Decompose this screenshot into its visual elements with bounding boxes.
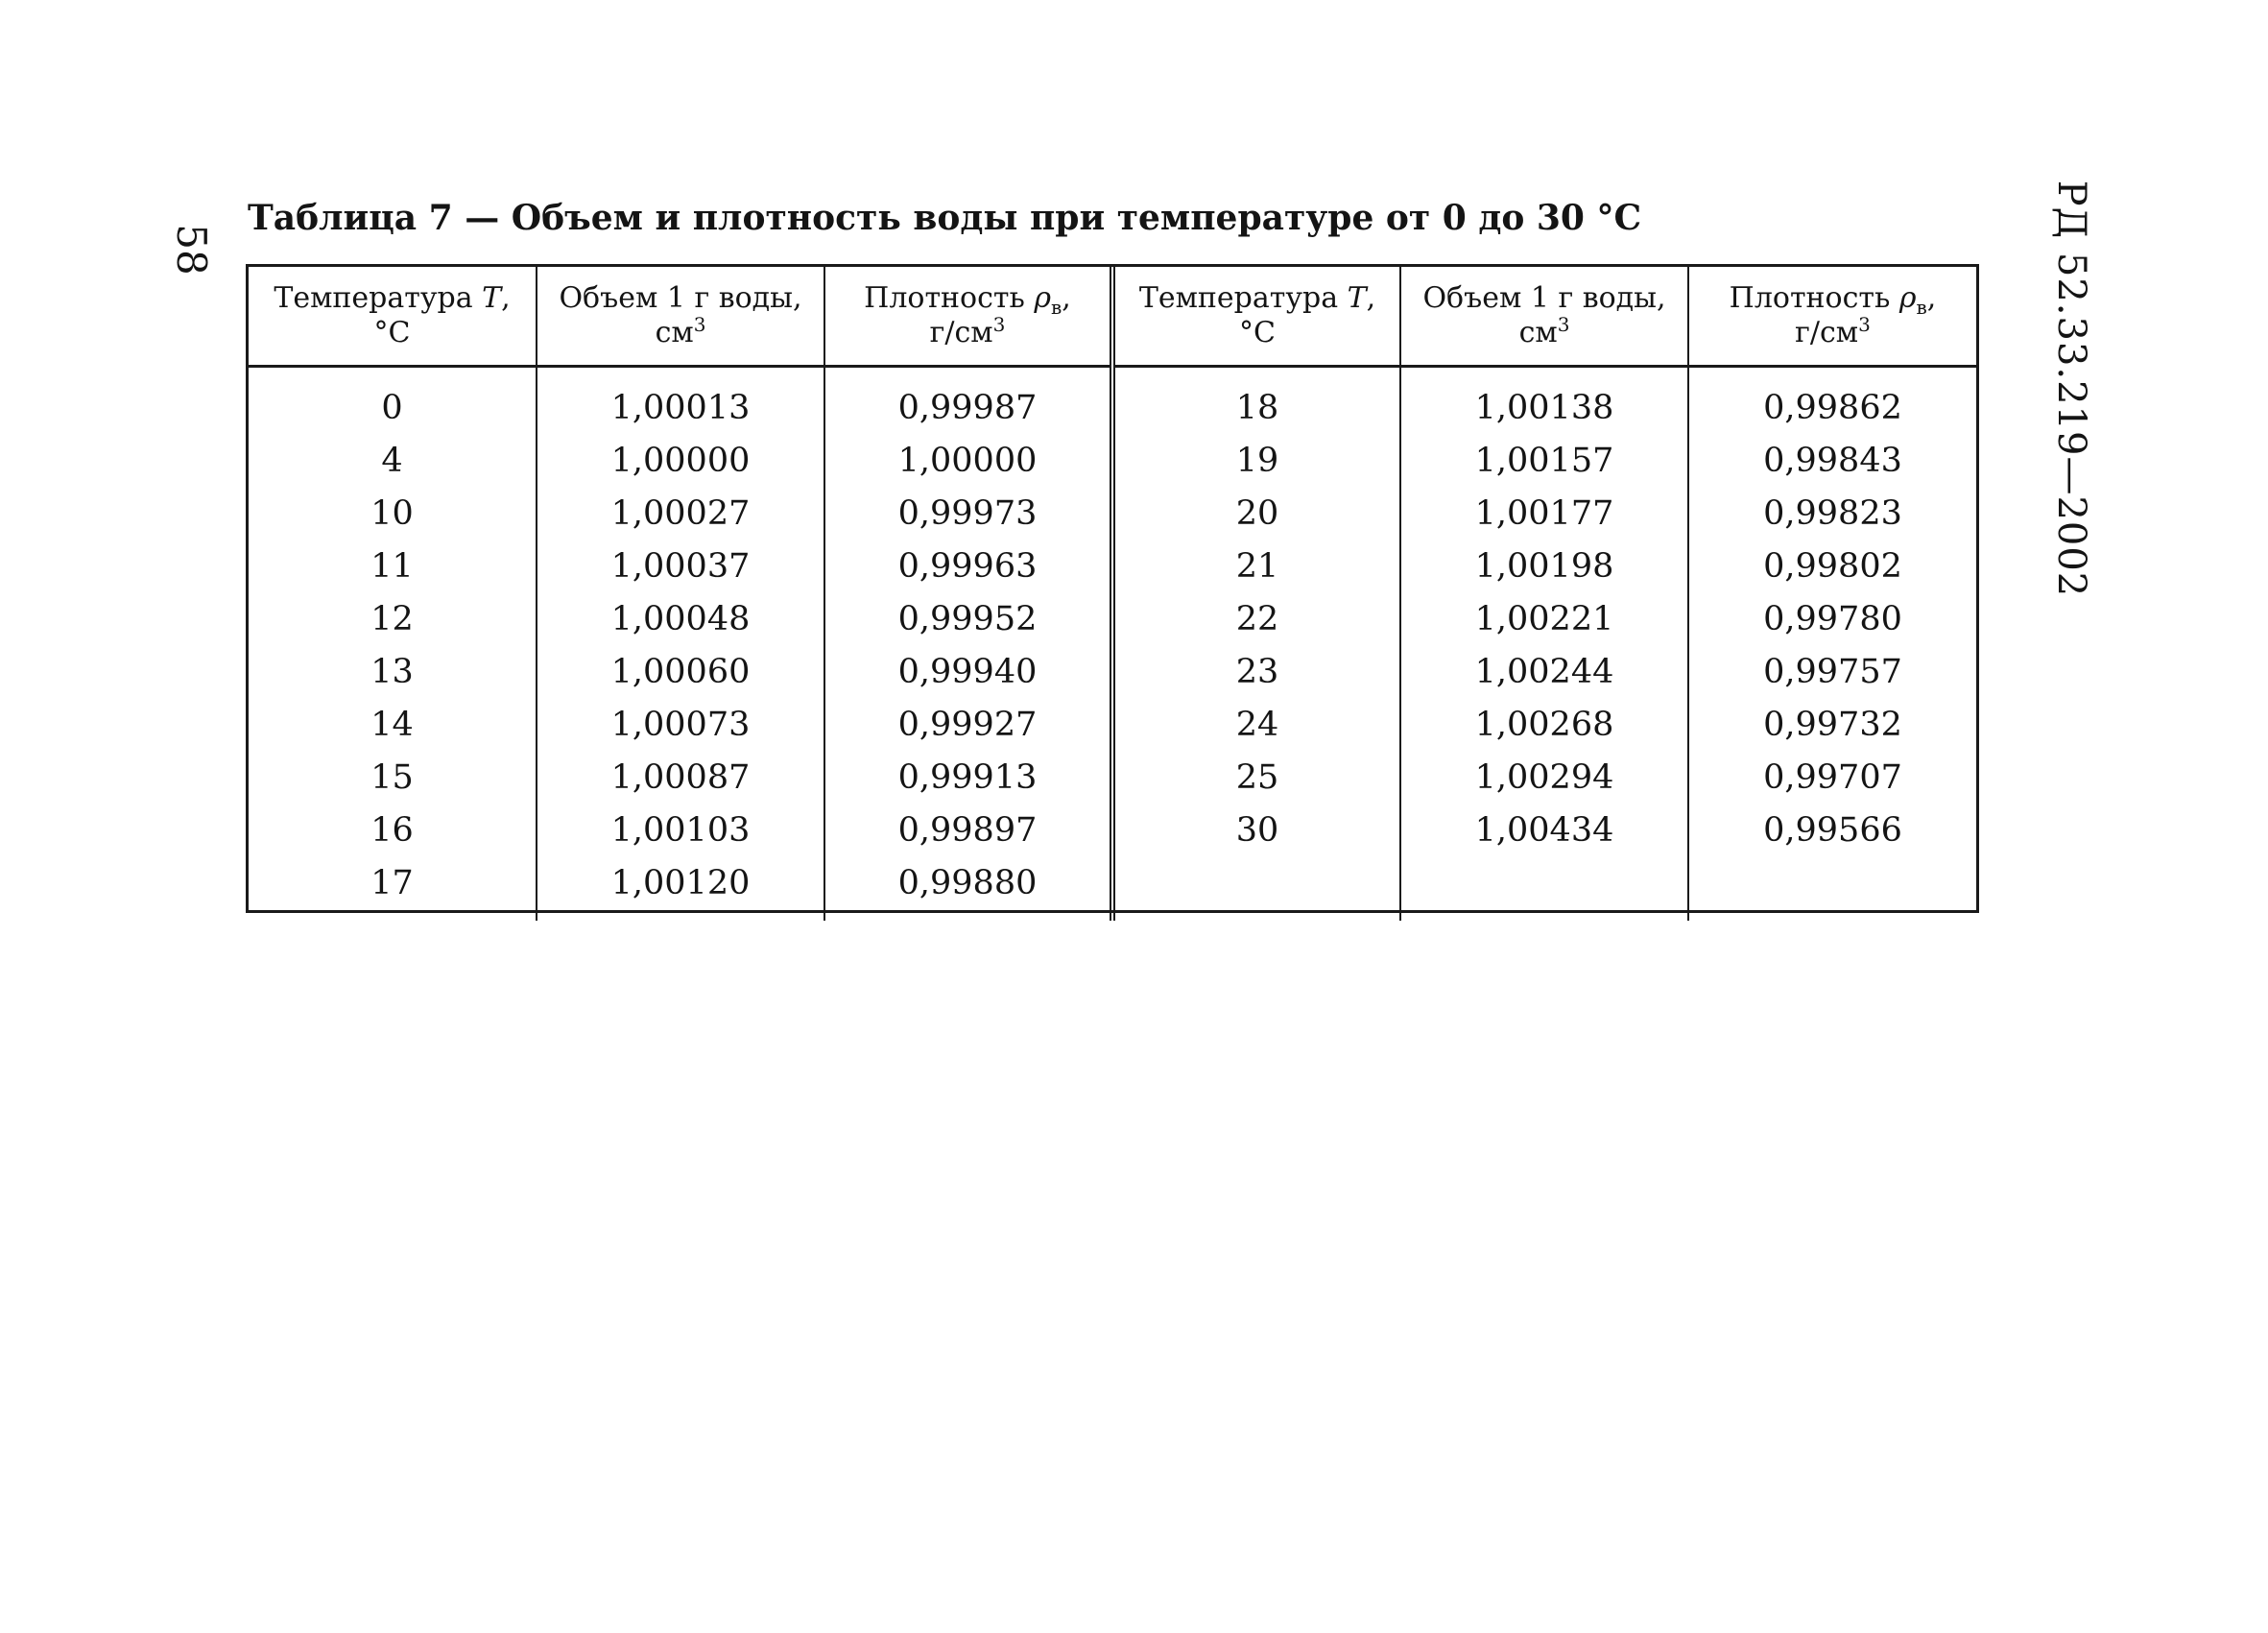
cell-temperature: 23 (1112, 645, 1400, 698)
page-number: 58 (168, 224, 216, 276)
cell-density: 0,99973 (824, 487, 1112, 540)
header-volume-label: Объем 1 г воды, (1422, 281, 1666, 315)
header-temp-comma: , (1366, 281, 1376, 315)
header-temp-unit: °С (1239, 316, 1276, 349)
cell-temperature: 24 (1112, 698, 1400, 751)
cell-volume: 1,00073 (537, 698, 824, 751)
cell-volume: 1,00244 (1400, 645, 1688, 698)
cell-volume (1400, 856, 1688, 921)
header-volume-left (537, 267, 824, 367)
data-table (249, 267, 1976, 921)
table-row (249, 487, 1976, 540)
cell-density: 0,99987 (824, 367, 1112, 435)
cell-density: 0,99566 (1763, 810, 1902, 850)
table-header (249, 267, 1976, 367)
cell-volume: 1,00221 (1400, 592, 1688, 645)
cell-volume: 1,00268 (1400, 698, 1688, 751)
cell-temperature: 17 (249, 856, 537, 921)
cell-temperature: 13 (249, 645, 537, 698)
cell-temperature: 14 (249, 698, 537, 751)
table-body (249, 367, 1976, 922)
header-volume-unit-sup: 3 (693, 313, 706, 336)
cell-density: 0,99843 (1763, 441, 1902, 480)
cell-temperature: 4 (249, 434, 537, 487)
header-density-right (1688, 267, 1976, 367)
cell-volume: 1,00138 (1400, 367, 1688, 435)
cell-density: 0,99707 (1763, 757, 1902, 797)
document-code: РД 52.33.219—2002 (2049, 180, 2093, 598)
cell-volume: 1,00294 (1400, 751, 1688, 804)
cell-temperature: 12 (249, 592, 537, 645)
header-temperature-left (249, 267, 537, 367)
cell-temperature: 18 (1112, 367, 1400, 435)
table-row (249, 645, 1976, 698)
header-density-unit-sup: 3 (1858, 313, 1871, 336)
cell-temperature (1112, 856, 1400, 921)
header-density-symbol-sub: в (1916, 296, 1927, 319)
cell-density: 0,99963 (824, 540, 1112, 592)
header-temp-comma: , (501, 281, 511, 315)
cell-density: 0,99862 (1763, 388, 1902, 427)
water-density-table (246, 264, 1979, 913)
cell-volume: 1,00087 (537, 751, 824, 804)
cell-density: 0,99940 (824, 645, 1112, 698)
header-density-label: Плотность (864, 281, 1035, 315)
cell-temperature: 20 (1112, 487, 1400, 540)
cell-volume: 1,00177 (1400, 487, 1688, 540)
cell-volume: 1,00048 (537, 592, 824, 645)
header-density-symbol: ρ (1034, 281, 1052, 315)
cell-density: 0,99913 (824, 751, 1112, 804)
table-row (249, 856, 1976, 921)
cell-volume: 1,00198 (1400, 540, 1688, 592)
cell-volume: 1,00434 (1400, 804, 1688, 856)
cell-volume: 1,00060 (537, 645, 824, 698)
cell-density: 1,00000 (824, 434, 1112, 487)
cell-temperature: 30 (1112, 804, 1400, 856)
cell-density: 0,99952 (824, 592, 1112, 645)
header-density-symbol-sub: в (1051, 296, 1062, 319)
header-temp-label: Температура (274, 281, 483, 315)
header-temp-symbol: T (482, 281, 502, 315)
header-volume-unit-sup: 3 (1557, 313, 1570, 336)
header-volume-label: Объем 1 г воды, (559, 281, 802, 315)
cell-temperature: 21 (1112, 540, 1400, 592)
table-row (249, 434, 1976, 487)
header-volume-right (1400, 267, 1688, 367)
table-row (249, 804, 1976, 856)
header-row (249, 267, 1976, 367)
cell-volume: 1,00103 (537, 804, 824, 856)
header-temp-label: Температура (1138, 281, 1348, 315)
cell-temperature: 15 (249, 751, 537, 804)
cell-temperature: 19 (1112, 434, 1400, 487)
cell-temperature: 0 (249, 367, 537, 435)
cell-volume: 1,00013 (537, 367, 824, 435)
cell-density: 0,99823 (1763, 493, 1902, 533)
cell-volume: 1,00000 (537, 434, 824, 487)
table-caption: Таблица 7 — Объем и плотность воды при температуре от 0 до 30 °С (248, 198, 1642, 238)
cell-density: 0,99780 (1763, 599, 1902, 638)
cell-temperature: 10 (249, 487, 537, 540)
table-row (249, 592, 1976, 645)
cell-volume: 1,00027 (537, 487, 824, 540)
header-temp-symbol: T (1347, 281, 1367, 315)
cell-density: 0,99802 (1763, 546, 1902, 586)
header-volume-unit: см (655, 316, 694, 349)
cell-temperature: 16 (249, 804, 537, 856)
table-row (249, 698, 1976, 751)
table-row (249, 751, 1976, 804)
header-density-unit: г/см (1795, 316, 1859, 349)
cell-volume: 1,00120 (537, 856, 824, 921)
cell-density: 0,99927 (824, 698, 1112, 751)
header-temperature-right (1112, 267, 1400, 367)
cell-density: 0,99897 (824, 804, 1112, 856)
table-row (249, 540, 1976, 592)
header-density-left (824, 267, 1112, 367)
cell-density (1688, 856, 1976, 921)
header-density-unit: г/см (929, 316, 993, 349)
header-density-comma: , (1926, 281, 1937, 315)
header-density-symbol: ρ (1898, 281, 1917, 315)
header-volume-unit: см (1518, 316, 1558, 349)
cell-volume: 1,00037 (537, 540, 824, 592)
table-row (249, 367, 1976, 435)
cell-volume: 1,00157 (1400, 434, 1688, 487)
cell-density: 0,99757 (1763, 652, 1902, 691)
cell-density: 0,99732 (1763, 705, 1902, 744)
cell-temperature: 22 (1112, 592, 1400, 645)
cell-temperature: 11 (249, 540, 537, 592)
header-density-unit-sup: 3 (992, 313, 1006, 336)
header-density-comma: , (1062, 281, 1071, 315)
cell-density: 0,99880 (824, 856, 1112, 921)
header-density-label: Плотность (1729, 281, 1899, 315)
header-temp-unit: °С (373, 316, 411, 349)
cell-temperature: 25 (1112, 751, 1400, 804)
